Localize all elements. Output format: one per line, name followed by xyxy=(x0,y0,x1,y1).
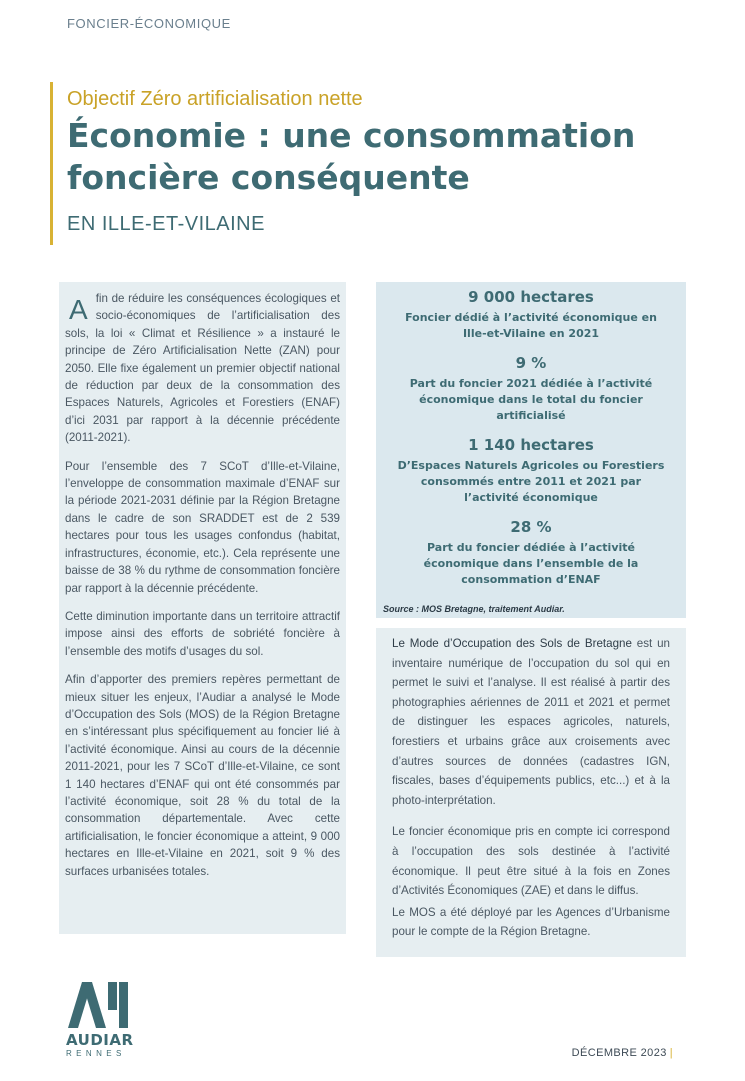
mos-paragraph-1-text: est un inventaire numérique de l’occupation du sol qui en permet le suivi et l’analyse. Il est réalisé à partir des photographies aériennes de 2011 et 2021 et permet de distinguer les espaces agricoles, naturels, forestiers et urbains grâce aux croisements avec d’autres sources de données (cadastres IGN, fiscales, bases d’équipements publics, etc...) et à la photo-interprétation. xyxy=(392,637,670,807)
paragraph-2: Pour l’ensemble des 7 SCoT d’Ille-et-Vilaine, l’enveloppe de consommation maximale d’ENAF sur la période 2021-2031 définie par la Région Bretagne dans le cadre de son SRADDET est de 2 539 hectares pour tous les usages confondus (habitat, infrastructures, économie, etc.). Cela représente une baisse de 38 % du rythme de consommation foncière par rapport à la décennie précédente. xyxy=(65,459,340,595)
paragraph-1 xyxy=(65,290,340,447)
stat-description: D’Espaces Naturels Agricoles ou Forestiers consommés entre 2011 et 2021 par l’activité économique xyxy=(397,459,665,504)
paragraph-3: Cette diminution importante dans un territoire attractif impose ainsi des efforts de sobriété foncière à l’ensemble des motifs d’usages du sol. xyxy=(65,609,340,658)
mos-lead: Le Mode d’Occupation des Sols de Bretagne xyxy=(392,637,632,650)
date-separator: | xyxy=(669,1047,673,1059)
title-line-1: Économie : une consommation xyxy=(67,116,636,155)
stat-description: Part du foncier dédiée à l’activité économique dans l’ensemble de la consommation d’ENAF xyxy=(423,541,639,586)
stat-item xyxy=(376,518,686,588)
stat-item xyxy=(376,436,686,506)
mos-paragraph-3: Le MOS a été déployé par les Agences d’Urbanisme pour le compte de la Région Bretagne. xyxy=(392,905,670,939)
source-note: Source : MOS Bretagne, traitement Audiar. xyxy=(383,604,565,614)
key-figures-box xyxy=(376,282,686,618)
paragraph-1-text: fin de réduire les conséquences écologiques et socio-économiques de l’artificialisation des sols, la loi « Climat et Résilience » a instauré le principe de Zéro Artificialisation Nette (ZAN) pour 2050. Elle fixe également un premier objectif national de réduction par deux de la consommation des Espaces Naturels, Agricoles et Forestiers (ENAF) d’ici 2031 par rapport à la décennie précédente (2011-2021). xyxy=(65,292,340,445)
subtitle: Objectif Zéro artificialisation nette xyxy=(67,88,363,110)
stat-description: Part du foncier 2021 dédiée à l’activité économique dans le total du foncier artificialisé xyxy=(409,377,653,422)
mos-paragraph-1 xyxy=(392,634,670,810)
section-label: FONCIER-ÉCONOMIQUE xyxy=(67,16,231,31)
date-text: DÉCEMBRE 2023 xyxy=(571,1047,667,1059)
paragraph-4: Afin d’apporter des premiers repères permettant de mieux situer les enjeux, l’Audiar a analysé le Mode d’Occupation des Sols (MOS) de la Région Bretagne en s’intéressant plus spécifiquement au foncier lié à l’activité économique. Ainsi au cours de la décennie 2011-2021, pour les 7 SCoT d’Ille-et-Vilaine, ce sont 1 140 hectares d’ENAF qui ont été consommés par l’activité économique, soit 28 % du total de la consommation départementale. Avec cette artificialisation, le foncier économique a atteint, 9 000 hectares en Ille-et-Vilaine en 2021, soit 9 % des surfaces urbanisées totales. xyxy=(65,673,340,878)
logo-text: AUDIAR xyxy=(66,1031,134,1049)
mos-info-box xyxy=(376,628,686,957)
stat-item xyxy=(376,288,686,342)
mos-paragraph-2: Le foncier économique pris en compte ici correspond à l’occupation des sols destinée à l’activité économique. Il peut être situé à la fois en Zones d’Activités Économiques (ZAE) et dans le diffus. xyxy=(392,825,670,898)
intro-text-box xyxy=(59,282,346,934)
region-label: EN ILLE-ET-VILAINE xyxy=(67,213,265,235)
title-block xyxy=(50,82,707,245)
stat-value: 28 % xyxy=(510,518,552,536)
stat-value: 1 140 hectares xyxy=(468,436,594,454)
stat-description: Foncier dédié à l’activité économique en Ille-et-Vilaine en 2021 xyxy=(405,311,657,340)
publication-date xyxy=(572,1047,673,1059)
logo-subtext: RENNES xyxy=(66,1049,126,1058)
dropcap: A xyxy=(69,294,88,325)
stat-value: 9 000 hectares xyxy=(468,288,594,306)
page-title xyxy=(67,115,707,199)
stat-value: 9 % xyxy=(515,354,547,372)
title-line-2: foncière conséquente xyxy=(67,158,470,197)
stat-item xyxy=(376,354,686,424)
